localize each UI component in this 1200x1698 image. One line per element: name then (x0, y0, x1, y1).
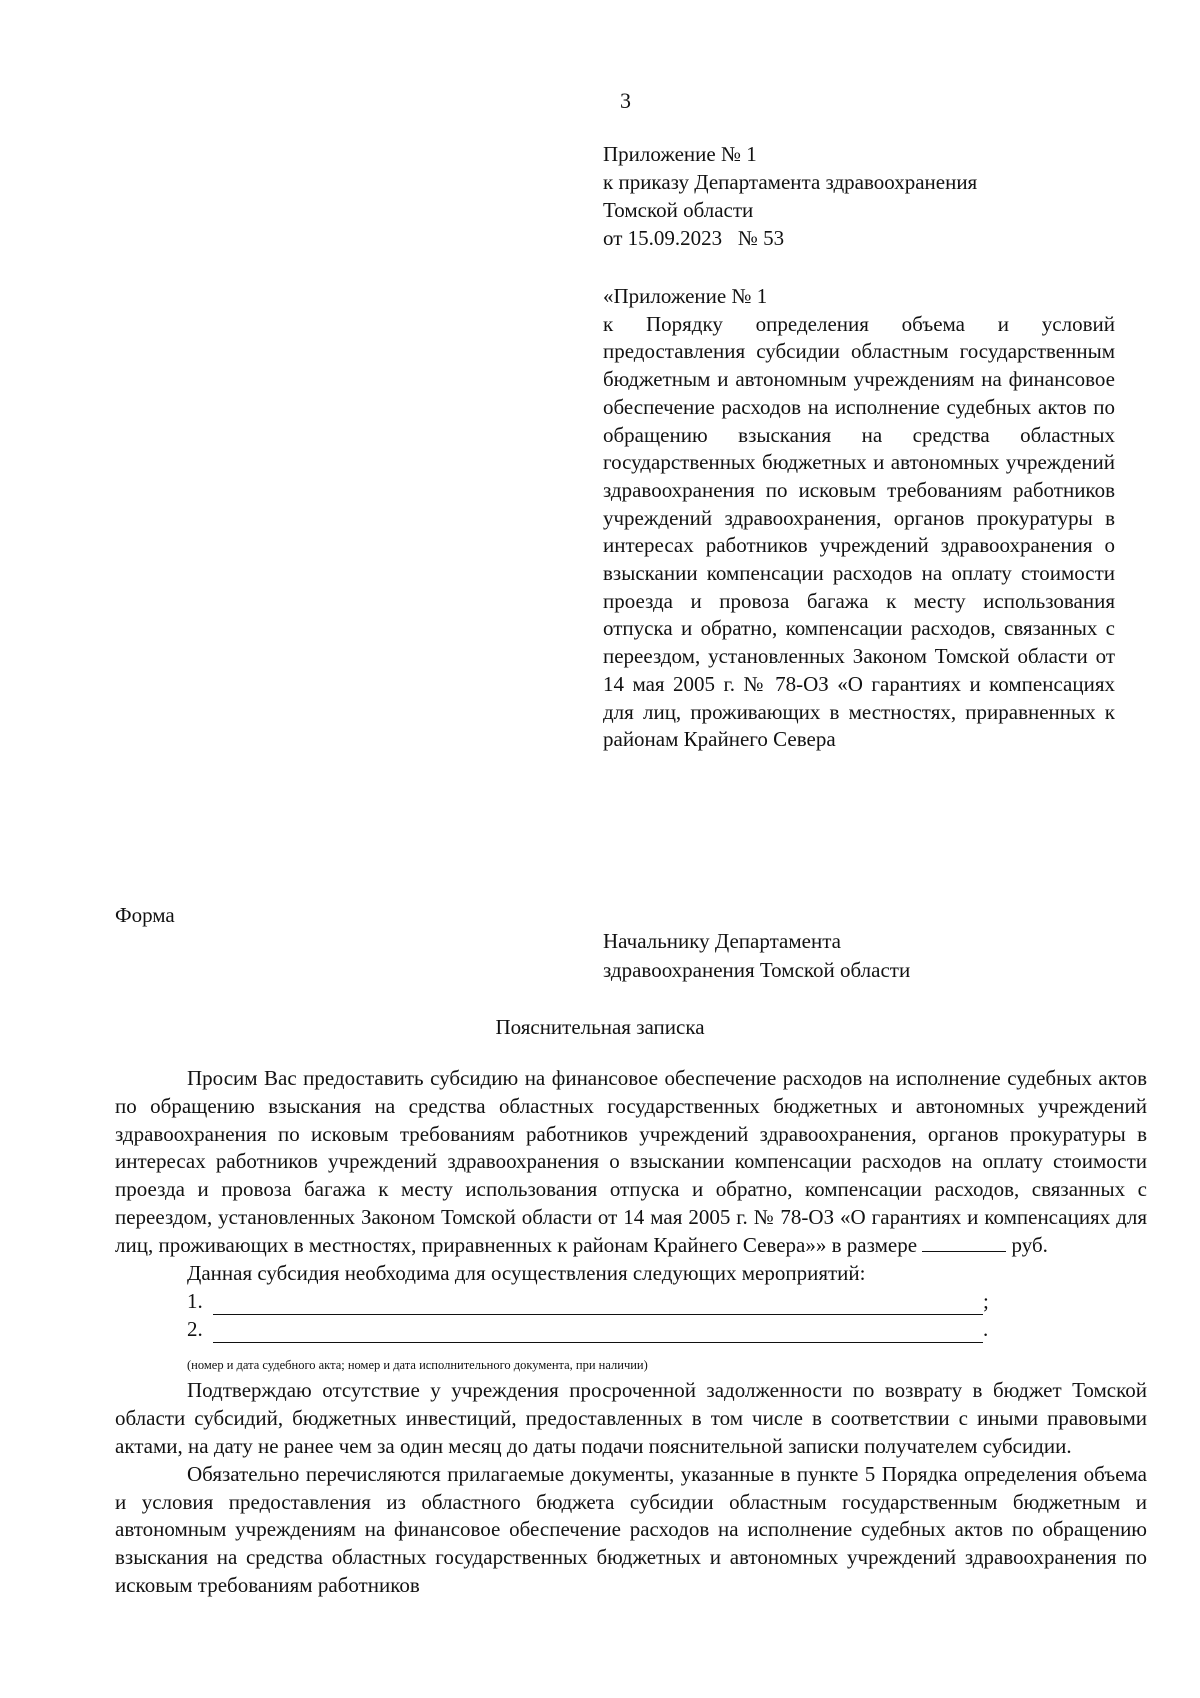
addressee-line-1: Начальнику Департамента (603, 929, 841, 953)
activity-footnote: (номер и дата судебного акта; номер и дата исполнительного документа, при наличии) (187, 1358, 648, 1373)
appendix-header-line-2: к приказу Департамента здравоохранения (603, 170, 978, 194)
activity-line-2 (187, 1315, 1147, 1343)
amount-blank (922, 1233, 1006, 1252)
appendix-header-line-3: Томской области (603, 198, 754, 222)
appendix-quote-body: к Порядку определения объема и условий предоставления субсидии областным государственным бюджетным и автономным учреждениям на финансовое обеспечение расходов на исполнение судебных актов по обращению взыскания на средства областных государственных бюджетных и автономных учреждений здравоохранения по исковым требованиям работников учреждений здравоохранения, органов прокуратуры в интересах работников учреждений здравоохранения о взыскании компенсации расходов на оплату стоимости проезда и провоза багажа к месту использования отпуска и обратно, компенсации расходов, связанных с переездом, установленных Законом Томской области от 14 мая 2005 г. № 78-ОЗ «О гарантиях и компенсациях для лиц, проживающих в местностях, приравненных к районам Крайнего Севера (603, 311, 1115, 752)
appendix-header-line-1: Приложение № 1 (603, 142, 757, 166)
paragraph-subsidy-request (115, 1065, 1147, 1260)
addressee-block (603, 927, 1123, 985)
activity-line-1-end: ; (983, 1288, 989, 1313)
activity-line-2-end: . (983, 1316, 989, 1341)
form-label: Форма (115, 903, 175, 927)
paragraph-subsidy-request-text: Просим Вас предоставить субсидию на финансовое обеспечение расходов на исполнение судебных актов по обращению взыскания на средства областных государственных бюджетных и автономных учреждений здравоохранения по исковым требованиям работников учреждений здравоохранения, органов прокуратуры в интересах работников учреждений здравоохранения о взыскании компенсации расходов на оплату стоимости проезда и провоза багажа к месту использования отпуска и обратно, компенсации расходов, связанных с переездом, установленных Законом Томской области от 14 мая 2005 г. № 78-ОЗ «О гарантиях и компенсациях для лиц, проживающих в местностях, приравненных к районам Крайнего Севера»» в размере (115, 1066, 1147, 1257)
appendix-quote (603, 283, 1115, 754)
activity-line-1-blank (213, 1294, 983, 1315)
paragraph-activities-intro: Данная субсидия необходима для осуществления следующих мероприятий: (187, 1260, 866, 1285)
paragraph-attached-documents: Обязательно перечисляются прилагаемые документы, указанные в пункте 5 Порядка определения объема и условия предоставления из областного бюджета субсидии областным государственным бюджетным и автономным учреждениям на финансовое обеспечение расходов на исполнение судебных актов по обращению взыскания на средства областных государственных бюджетных и автономных учреждений здравоохранения по исковым требованиям работников (115, 1461, 1147, 1597)
activity-line-1-number: 1. (187, 1288, 203, 1313)
appendix-header (603, 140, 1083, 252)
activity-line-2-number: 2. (187, 1316, 203, 1341)
addressee-line-2: здравоохранения Томской области (603, 958, 911, 982)
paragraph-no-debt: Подтверждаю отсутствие у учреждения просроченной задолженности по возврату в бюджет Томской области субсидий, бюджетных инвестиций, предоставленных в том числе в соответствии с иными правовыми актами, на дату не ранее чем за один месяц до даты подачи пояснительной записки получателем субсидии. (115, 1378, 1147, 1458)
page-number: 3 (620, 88, 631, 113)
document-body (115, 1065, 1147, 1600)
amount-unit: руб. (1011, 1232, 1048, 1257)
activity-line-1 (187, 1287, 1147, 1315)
appendix-header-line-4: от 15.09.2023 № 53 (603, 226, 785, 250)
activity-line-2-blank (213, 1322, 983, 1343)
appendix-quote-title: «Приложение № 1 (603, 284, 768, 308)
document-title: Пояснительная записка (495, 1015, 705, 1039)
